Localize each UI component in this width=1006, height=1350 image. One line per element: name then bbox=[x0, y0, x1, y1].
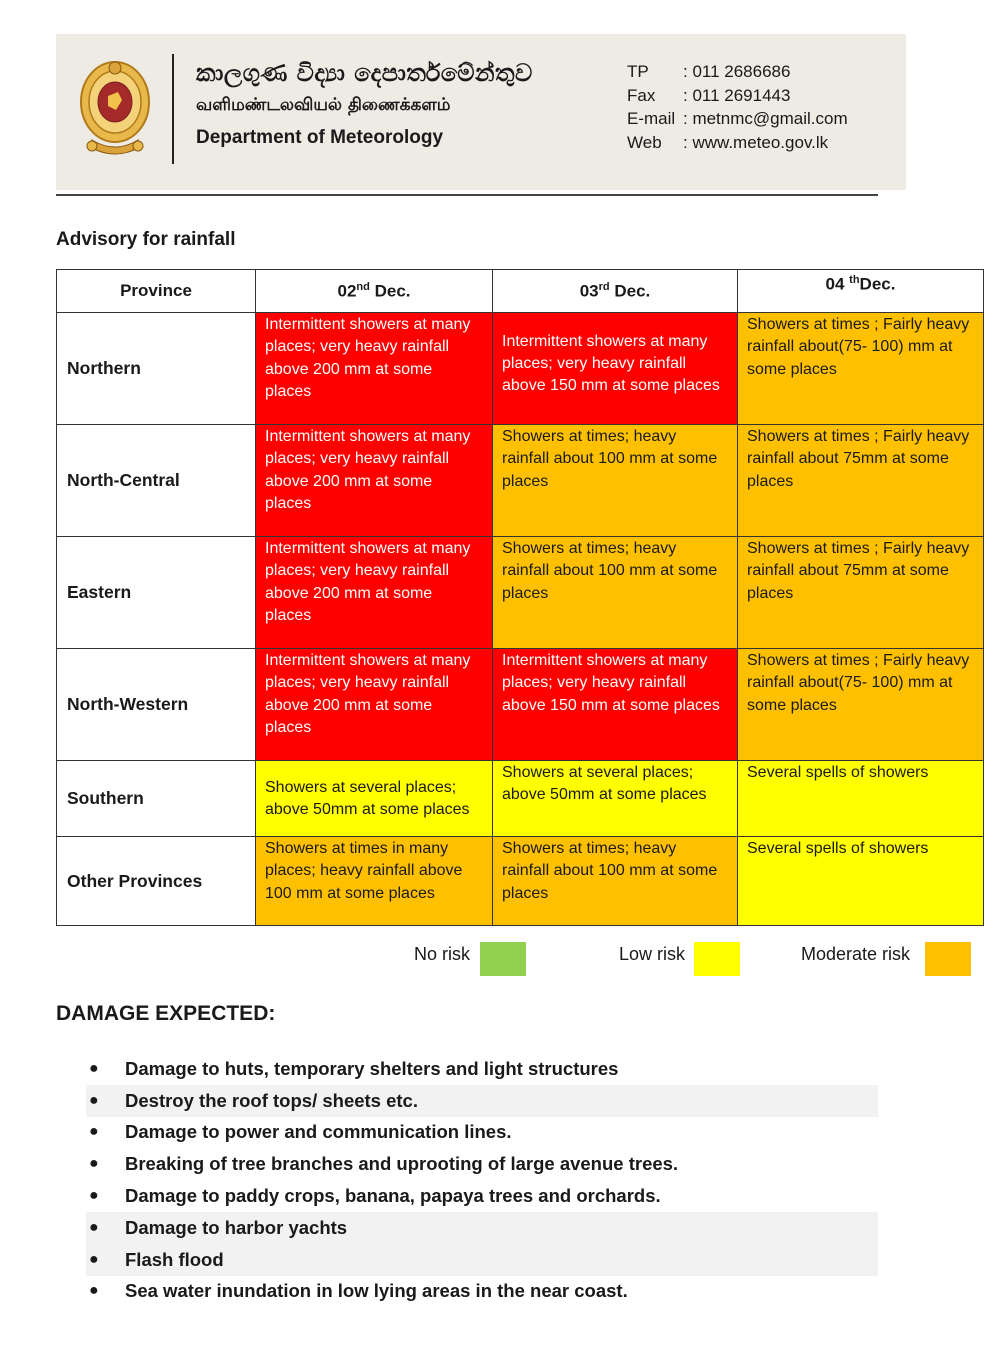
national-emblem-icon bbox=[78, 54, 152, 162]
forecast-cell: Showers at times ; Fairly heavy rainfall about(75- 100) mm at some places bbox=[738, 649, 984, 761]
province-name: North-Western bbox=[57, 649, 256, 761]
province-name: Other Provinces bbox=[57, 837, 256, 926]
column-header-province: Province bbox=[57, 270, 256, 313]
table-row bbox=[57, 537, 984, 649]
province-name: Southern bbox=[57, 761, 256, 837]
bullet-icon: ● bbox=[89, 1059, 99, 1077]
forecast-cell: Intermittent showers at many places; very heavy rainfall above 200 mm at some places bbox=[256, 425, 493, 537]
forecast-cell: Intermittent showers at many places; very heavy rainfall above 200 mm at some places bbox=[256, 649, 493, 761]
legend-no-risk-label: No risk bbox=[414, 944, 471, 964]
forecast-cell: Showers at times; heavy rainfall about 100 mm at some places bbox=[493, 537, 738, 649]
forecast-cell: Showers at times; heavy rainfall about 100 mm at some places bbox=[493, 425, 738, 537]
letterhead bbox=[56, 34, 906, 190]
header-rule bbox=[56, 194, 878, 196]
list-item: ● Sea water inundation in low lying areas in the near coast. bbox=[86, 1276, 878, 1308]
legend-low-risk-swatch bbox=[694, 942, 740, 976]
department-titles bbox=[196, 58, 533, 149]
contact-phone: TP : 011 2686686 bbox=[627, 62, 791, 81]
title-sinhala: කාලගුණ විද්‍යා දෙපාර්තමේන්තුව bbox=[196, 58, 533, 87]
forecast-cell: Showers at times; heavy rainfall about 100 mm at some places bbox=[493, 837, 738, 926]
list-item: ● Damage to paddy crops, banana, papaya trees and orchards. bbox=[86, 1180, 878, 1212]
legend-no-risk-swatch bbox=[480, 942, 526, 976]
forecast-cell: Intermittent showers at many places; very heavy rainfall above 200 mm at some places bbox=[256, 537, 493, 649]
forecast-cell: Showers at times ; Fairly heavy rainfall about 75mm at some places bbox=[738, 425, 984, 537]
forecast-cell: Showers at times ; Fairly heavy rainfall about 75mm at some places bbox=[738, 537, 984, 649]
legend-low-risk-label: Low risk bbox=[619, 944, 686, 964]
table-row bbox=[57, 837, 984, 926]
advisory-title: Advisory for rainfall bbox=[56, 229, 236, 250]
list-item: ● Destroy the roof tops/ sheets etc. bbox=[86, 1085, 878, 1117]
bullet-icon: ● bbox=[89, 1123, 99, 1141]
bullet-icon: ● bbox=[89, 1282, 99, 1300]
bullet-icon: ● bbox=[89, 1155, 99, 1173]
province-name: Eastern bbox=[57, 537, 256, 649]
table-header-row bbox=[57, 270, 984, 313]
list-item: ● Breaking of tree branches and uprooting of large avenue trees. bbox=[86, 1148, 878, 1180]
contact-web: Web : www.meteo.gov.lk bbox=[627, 132, 829, 152]
table-row bbox=[57, 649, 984, 761]
list-item: ● Flash flood bbox=[86, 1244, 878, 1276]
damage-list bbox=[86, 1053, 878, 1307]
forecast-cell: Intermittent showers at many places; very heavy rainfall above 150 mm at some places bbox=[493, 649, 738, 761]
column-header-day: 03rd Dec. bbox=[493, 270, 738, 313]
forecast-cell: Showers at times ; Fairly heavy rainfall about(75- 100) mm at some places bbox=[738, 313, 984, 425]
forecast-cell: Intermittent showers at many places; very heavy rainfall above 150 mm at some places bbox=[493, 313, 738, 425]
forecast-cell: Showers at several places; above 50mm at some places bbox=[493, 761, 738, 837]
bullet-icon: ● bbox=[89, 1091, 99, 1109]
forecast-cell: Several spells of showers bbox=[738, 837, 984, 926]
column-header-day: 04 $^{th}$Dec. bbox=[738, 270, 984, 313]
forecast-cell: Showers at several places; above 50mm at some places bbox=[256, 761, 493, 837]
contact-fax: Fax : 011 2691443 bbox=[627, 85, 791, 105]
forecast-cell: Intermittent showers at many places; very heavy rainfall above 200 mm at some places bbox=[256, 313, 493, 425]
bullet-icon: ● bbox=[89, 1250, 99, 1268]
province-name: North-Central bbox=[57, 425, 256, 537]
forecast-cell: Showers at times in many places; heavy rainfall above 100 mm at some places bbox=[256, 837, 493, 926]
list-item: ● Damage to power and communication lines. bbox=[86, 1117, 878, 1149]
table-row bbox=[57, 761, 984, 837]
rainfall-advisory-table bbox=[56, 269, 984, 926]
list-item: ● Damage to harbor yachts bbox=[86, 1212, 878, 1244]
header-divider bbox=[172, 54, 174, 164]
column-header-day: 02nd Dec. bbox=[256, 270, 493, 313]
title-tamil: வளிமண்டலவியல் திணைக்களம் bbox=[196, 95, 451, 115]
title-english: Department of Meteorology bbox=[196, 127, 444, 148]
bullet-icon: ● bbox=[89, 1218, 99, 1236]
legend-moderate-risk-swatch bbox=[925, 942, 971, 976]
contact-email: E-mail : metnmc@gmail.com bbox=[627, 109, 848, 128]
forecast-cell: Several spells of showers bbox=[738, 761, 984, 837]
contact-block bbox=[627, 62, 848, 156]
legend-moderate-risk-label: Moderate risk bbox=[801, 944, 911, 964]
table-row bbox=[57, 425, 984, 537]
list-item: ● Damage to huts, temporary shelters and light structures bbox=[86, 1053, 878, 1085]
damage-title: DAMAGE EXPECTED: bbox=[56, 1002, 276, 1025]
bullet-icon: ● bbox=[89, 1187, 99, 1205]
province-name: Northern bbox=[57, 313, 256, 425]
table-row bbox=[57, 313, 984, 425]
